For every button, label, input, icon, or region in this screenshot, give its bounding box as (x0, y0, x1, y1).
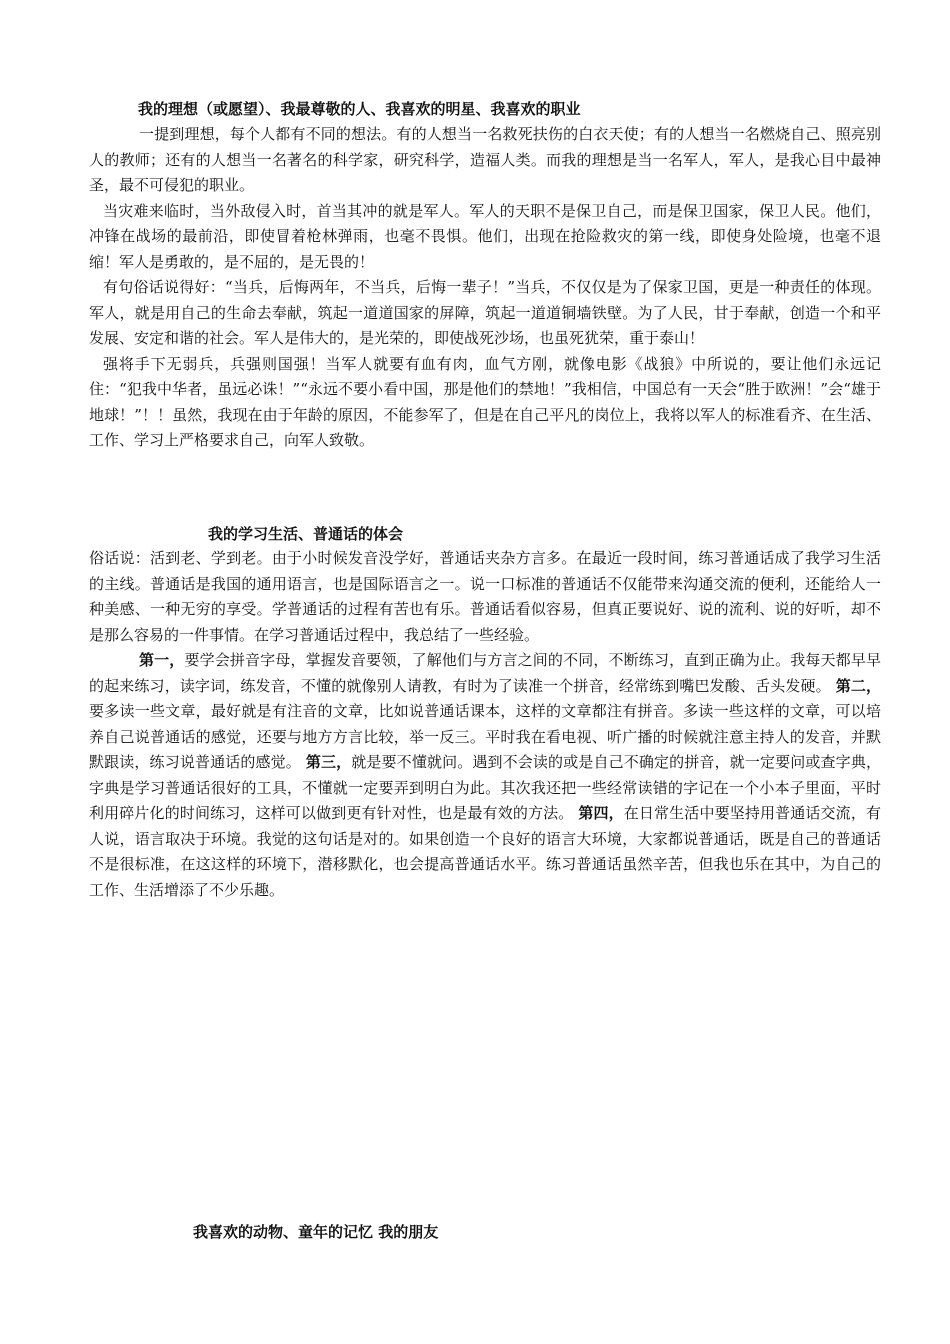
point2-label: 第二， (835, 676, 881, 695)
point1-text: 要学会拼音字母，掌握发音要领，了解他们与方言之间的不同，不断练习，直到正确为止。我每天都早早的起来练习，读字词，练发音，不懂的就像别人请教，有时为了读准一个拼音，经常练到嘴巴发酸、舌头发硬。 (89, 651, 881, 695)
section2-intro: 俗话说：活到老、学到老。由于小时候发音没学好，普通话夹杂方言多。在最近一段时间，练习普通话成了我学习生活的主线。普通话是我国的通用语言，也是国际语言之一。说一口标准的普通话不仅能带来沟通交流的便利，还能给人一种美感、一种无穷的享受。学普通话的过程有苦也有乐。普通话看似容易，但真正要说好、说的流利、说的好听，却不是那么容易的一件事情。在学习普通话过程中，我总结了一些经验。 (89, 549, 881, 644)
section1-body (89, 122, 881, 454)
section1-paragraph-2: 当灾难来临时，当外敌侵入时，首当其冲的就是军人。军人的天职不是保卫自己，而是保卫国家，保卫人民。他们，冲锋在战场的最前沿，即使冒着枪林弹雨，也毫不畏惧。他们，出现在抢险救灾的第一线，即使身处险境，也毫不退缩！军人是勇敢的，是不屈的，是无畏的！ (89, 201, 881, 271)
point3-text: 就是要不懂就问。遇到不会读的或是自己不确定的拼音，就一定要问或查字典，字典是学习普通话很好的工具，不懂就一定要弄到明白为此。其次我还把一些经常读错的字记在一个小本子里面，平时利用碎片化的时间练习，这样可以做到更有针对性，也是最有效的方法。 (89, 753, 881, 822)
point4-label: 第四， (578, 804, 624, 822)
section2-body (89, 546, 881, 903)
section3-title: 我喜欢的动物、童年的记忆 我的朋友 (193, 1223, 439, 1241)
point1-label: 第一， (139, 651, 185, 669)
section1-paragraph-3: 有句俗话说得好：“当兵，后悔两年，不当兵，后悔一辈子！”当兵，不仅仅是为了保家卫国，更是一种责任的体现。军人，就是用自己的生命去奉献，筑起一道道国家的屏障，筑起一道道铜墙铁壁。为了人民，甘于奉献，创造一个和平发展、安定和谐的社会。军人是伟大的，是光荣的，即使战死沙场，也虽死犹荣，重于泰山！ (89, 278, 881, 347)
point4-text: 在日常生活中要坚持用普通话交流，有人说，语言取决于环境。我觉的这句话是对的。如果创造一个良好的语言大环境，大家都说普通话，既是自己的普通话不是很标准，在这这样的环境下，潜移默化，也会提高普通话水平。练习普通话虽然辛苦，但我也乐在其中，为自己的工作、生活增添了不少乐趣。 (89, 804, 881, 899)
section1-paragraph-4: 强将手下无弱兵，兵强则国强！当军人就要有血有肉，血气方刚，就像电影《战狼》中所说的，要让他们永远记住：“犯我中华者，虽远必诛！”“永远不要小看中国，那是他们的禁地！”我相信，中国总有一天会“胜于欧洲！”会“雄于地球！”！！虽然，我现在由于年龄的原因，不能参军了，但是在自己平凡的岗位上，我将以军人的标准看齐、在生活、工作、学习上严格要求自己，向军人致敬。 (89, 354, 881, 449)
section2-points (89, 648, 881, 903)
section1-paragraph-1: 一提到理想，每个人都有不同的想法。有的人想当一名救死扶伤的白衣天使；有的人想当一名燃烧自己、照亮别人的教师；还有的人想当一名著名的科学家，研究科学，造福人类。而我的理想是当一名军人，军人，是我心目中最神圣，最不可侵犯的职业。 (89, 125, 881, 194)
section2-title: 我的学习生活、普通话的体会 (208, 525, 404, 543)
point2-text: 要多读一些文章，最好就是有注音的文章，比如说普通话课本，这样的文章都注有拼音。多读一些这样的文章，可以培养自己说普通话的感觉，还要与地方方言比较，举一反三。平时我在看电视、听广播的时候就注意主持人的发音，并默默跟读，练习说普通话的感觉。 (89, 702, 881, 771)
point3-label: 第三， (305, 753, 352, 771)
section1-title: 我的理想（或愿望）、我最尊敬的人、我喜欢的明星、我喜欢的职业 (138, 100, 581, 118)
